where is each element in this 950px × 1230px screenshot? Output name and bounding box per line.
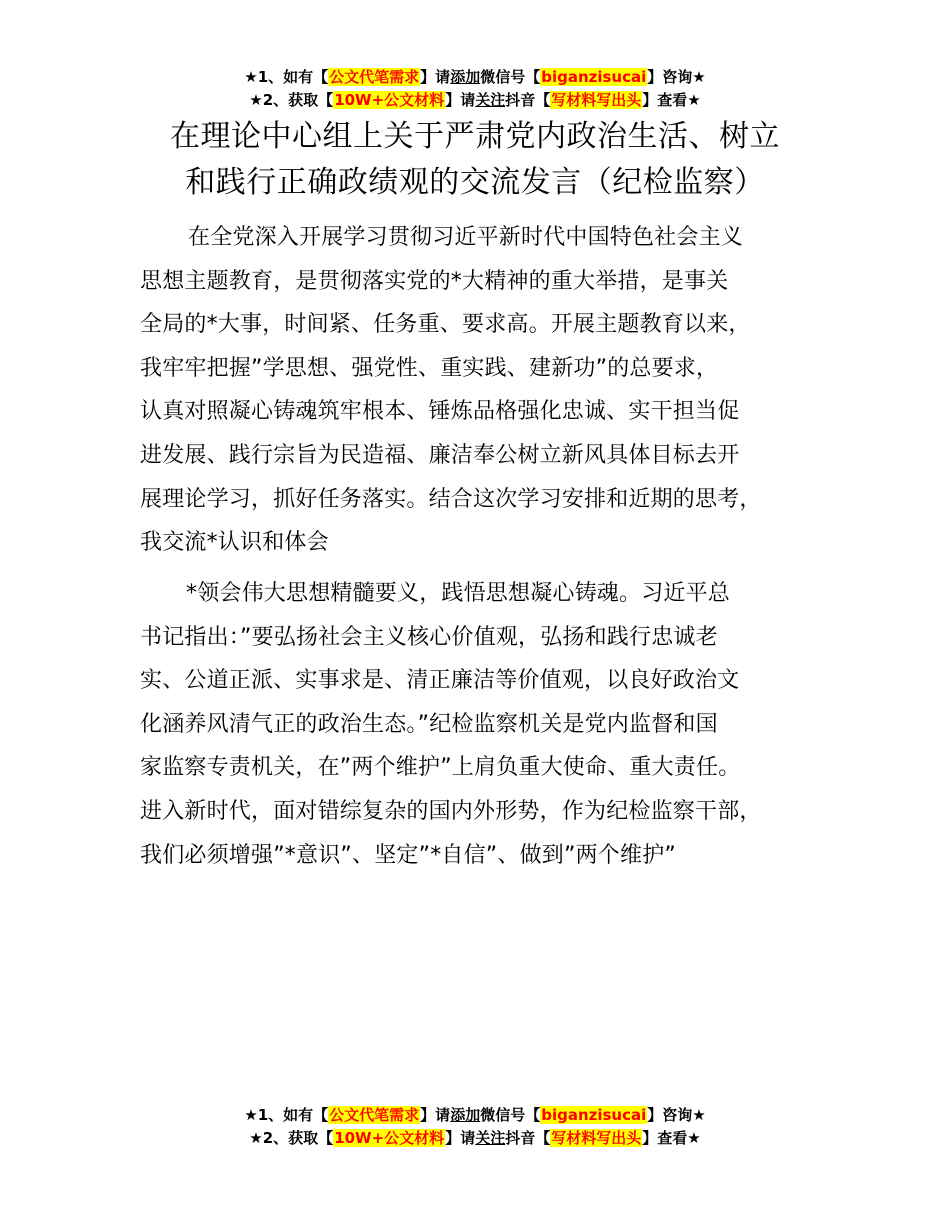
ad-highlight-douyin-id: 写材料写出头: [551, 1129, 642, 1147]
paragraph-line: *领会伟大思想精髓要义，践悟思想凝心铸魂。习近平总: [186, 581, 731, 606]
ad-text: 微信号【: [480, 1106, 541, 1124]
ad-highlight-wechat-id: biganzisucai: [541, 1106, 647, 1124]
paragraph-line: 思想主题教育，是贯彻落实党的*大精神的重大举措，是事关: [140, 268, 729, 294]
ad-highlight-douyin-id: 写材料写出头: [551, 91, 642, 109]
title-line-2: 和践行正确政绩观的交流发言（纪检监察）: [185, 165, 765, 200]
ad-highlight-wechat-id: biganzisucai: [541, 68, 647, 86]
ad-text: 】请: [420, 68, 451, 86]
paragraph-line: 书记指出：”要弘扬社会主义核心价值观，弘扬和践行忠诚老: [140, 624, 718, 650]
ad-text: 微信号【: [480, 68, 541, 86]
title-line-1: 在理论中心组上关于严肃党内政治生活、树立: [170, 119, 780, 154]
ad-text: 抖音【: [505, 91, 551, 109]
footer-ad-line-2: [0, 1127, 950, 1150]
paragraph-line: 实、公道正派、实事求是、清正廉洁等价值观，以良好政治文: [140, 668, 740, 694]
ad-text: ★1、如有【: [244, 68, 329, 86]
ad-text: ★1、如有【: [244, 1106, 329, 1124]
ad-text: 】请: [420, 1106, 451, 1124]
ad-emphasis-follow: 关注: [475, 91, 506, 109]
paragraph-line: 在全党深入开展学习贯彻习近平新时代中国特色社会主义: [188, 225, 744, 250]
paragraph-line: 全局的*大事，时间紧、任务重、要求高。开展主题教育以来，: [140, 312, 751, 338]
paragraph-line: 我们必须增强”*意识”、坚定”*自信”、做到”两个维护”: [140, 842, 676, 868]
paragraph-1: [140, 216, 835, 565]
ad-emphasis-add: 添加: [450, 1106, 481, 1124]
paragraph-line: 展理论学习，抓好任务落实。结合这次学习安排和近期的思考，: [140, 486, 762, 512]
ad-text: 】咨询★: [647, 68, 706, 86]
ad-highlight-materials: 10W+公文材料: [334, 1129, 445, 1147]
ad-text: 抖音【: [505, 1129, 551, 1147]
footer-ad-line-1: [0, 1104, 950, 1127]
header-ad-line-2: [0, 89, 950, 112]
ad-text: 】查看★: [642, 1129, 701, 1147]
ad-emphasis-follow: 关注: [475, 1129, 506, 1147]
ad-text: 】请: [445, 1129, 476, 1147]
paragraph-2: [140, 572, 835, 877]
header-ad-line-1: [0, 66, 950, 89]
document-title: [120, 114, 830, 206]
ad-highlight-service: 公文代笔需求: [329, 1106, 420, 1124]
paragraph-line: 化涵养风清气正的政治生态。”纪检监察机关是党内监督和国: [140, 711, 718, 737]
ad-highlight-materials: 10W+公文材料: [334, 91, 445, 109]
paragraph-line: 我牢牢把握”学思想、强党性、重实践、建新功”的总要求，: [140, 355, 719, 381]
ad-text: ★2、获取【: [249, 91, 334, 109]
ad-emphasis-add: 添加: [450, 68, 481, 86]
paragraph-line: 认真对照凝心铸魂筑牢根本、锤炼品格强化忠诚、实干担当促: [140, 399, 740, 425]
ad-highlight-service: 公文代笔需求: [329, 68, 420, 86]
paragraph-line: 进发展、践行宗旨为民造福、廉洁奉公树立新风具体目标去开: [140, 442, 740, 468]
paragraph-line: 进入新时代，面对错综复杂的国内外形势，作为纪检监察干部，: [140, 798, 762, 824]
ad-text: 】查看★: [642, 91, 701, 109]
footer-ad: [0, 1104, 950, 1150]
header-ad: [0, 66, 950, 112]
ad-text: 】请: [445, 91, 476, 109]
paragraph-line: 我交流*认识和体会: [140, 530, 329, 556]
paragraph-line: 家监察专责机关，在”两个维护”上肩负重大使命、重大责任。: [140, 755, 741, 781]
ad-text: ★2、获取【: [249, 1129, 334, 1147]
ad-text: 】咨询★: [647, 1106, 706, 1124]
